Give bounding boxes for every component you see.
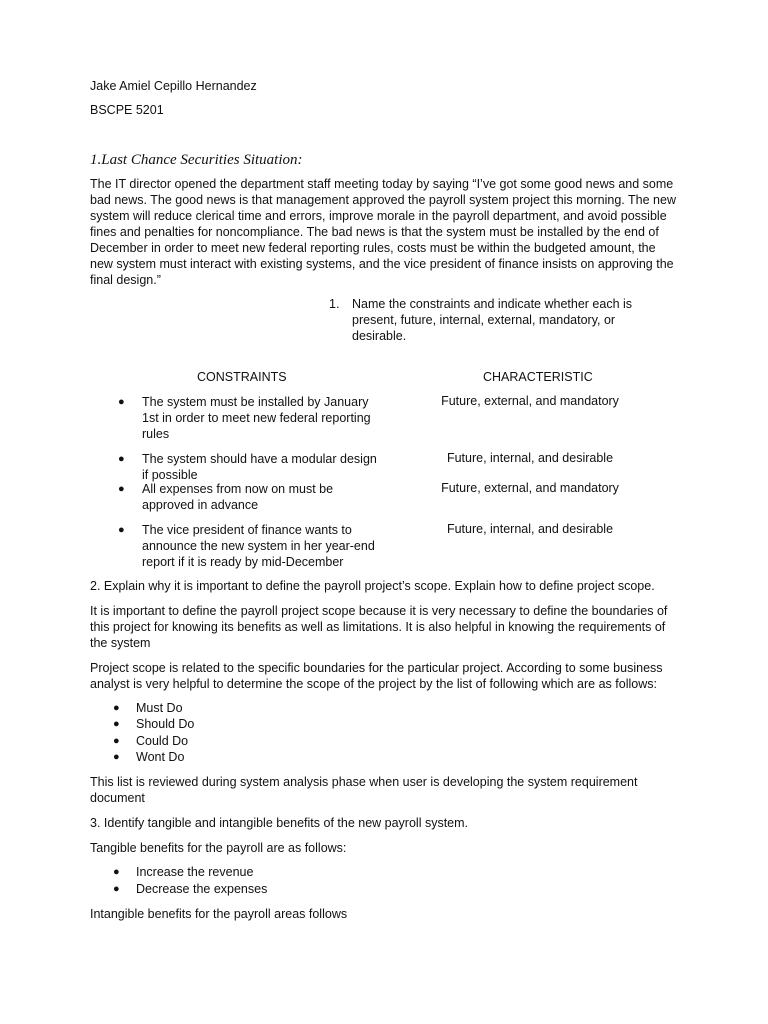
list-item: Wont Do [136,750,185,764]
section-title: 1.Last Chance Securities Situation: [90,152,303,168]
constraint-item: The system should have a modular design if possible [142,452,377,482]
course-code: BSCPE 5201 [90,103,164,117]
answer2-paragraph-1: It is important to define the payroll project scope because it is very necessary to define the boundaries of this project for knowing its benefits as well as limitations. It is also helpful in knowing the requirements of the system [90,604,668,650]
intro-paragraph: The IT director opened the department staff meeting today by saying “I’ve got some good news and some bad news. The good news is that management approved the payroll system project this morning. The new system will reduce clerical time and errors, improve morale in the payroll department, and avoid possible fines and penalties for noncompliance. The bad news is that the system must be installed by the end of December in order to meet new federal reporting rules, costs must be within the budgeted amount, the new system must interact with existing systems, and the vice president of finance insists on approving the final design.” [90,177,676,287]
table-header-characteristic: CHARACTERISTIC [483,370,593,384]
bullet-icon: ● [113,751,120,763]
list-item: Should Do [136,717,195,731]
list-item: Decrease the expenses [136,882,268,896]
characteristic-item: Future, external, and mandatory [441,481,619,495]
bullet-icon: ● [118,396,125,408]
table-header-constraints: CONSTRAINTS [197,370,287,384]
list-item: Increase the revenue [136,865,254,879]
bullet-icon: ● [113,702,120,714]
author-name: Jake Amiel Cepillo Hernandez [90,79,257,93]
characteristic-item: Future, internal, and desirable [446,522,614,536]
list-item: Must Do [136,701,183,715]
tangible-intro: Tangible benefits for the payroll are as follows: [90,841,347,855]
bullet-icon: ● [113,883,120,895]
intangible-intro: Intangible benefits for the payroll areas follows [90,907,348,921]
bullet-icon: ● [118,453,125,465]
characteristic-item: Future, internal, and desirable [446,451,614,465]
question2: 2. Explain why it is important to define the payroll project’s scope. Explain how to define project scope. [90,579,655,593]
answer2-paragraph-2: Project scope is related to the specific boundaries for the particular project. According to some business analyst is very helpful to determine the scope of the project by the list of following which are as follows: [90,661,663,691]
characteristic-item: Future, external, and mandatory [441,394,619,408]
bullet-icon: ● [113,718,120,730]
bullet-icon: ● [113,866,120,878]
bullet-icon: ● [113,735,120,747]
constraint-item: All expenses from now on must be approved in advance [142,482,334,512]
constraint-item: The vice president of finance wants to announce the new system in her year-end report if it is ready by mid-December [142,523,375,569]
constraint-item: The system must be installed by January 1st in order to meet new federal reporting rules [142,395,371,441]
list-item: Could Do [136,734,189,748]
answer2-paragraph-3: This list is reviewed during system analysis phase when user is developing the system requirement document [90,775,638,805]
question1-number: 1. [329,297,340,311]
bullet-icon: ● [118,524,125,536]
question1-text: Name the constraints and indicate whether each is present, future, internal, external, mandatory, or desirable. [352,297,633,343]
question3: 3. Identify tangible and intangible benefits of the new payroll system. [90,816,469,830]
bullet-icon: ● [118,483,125,495]
